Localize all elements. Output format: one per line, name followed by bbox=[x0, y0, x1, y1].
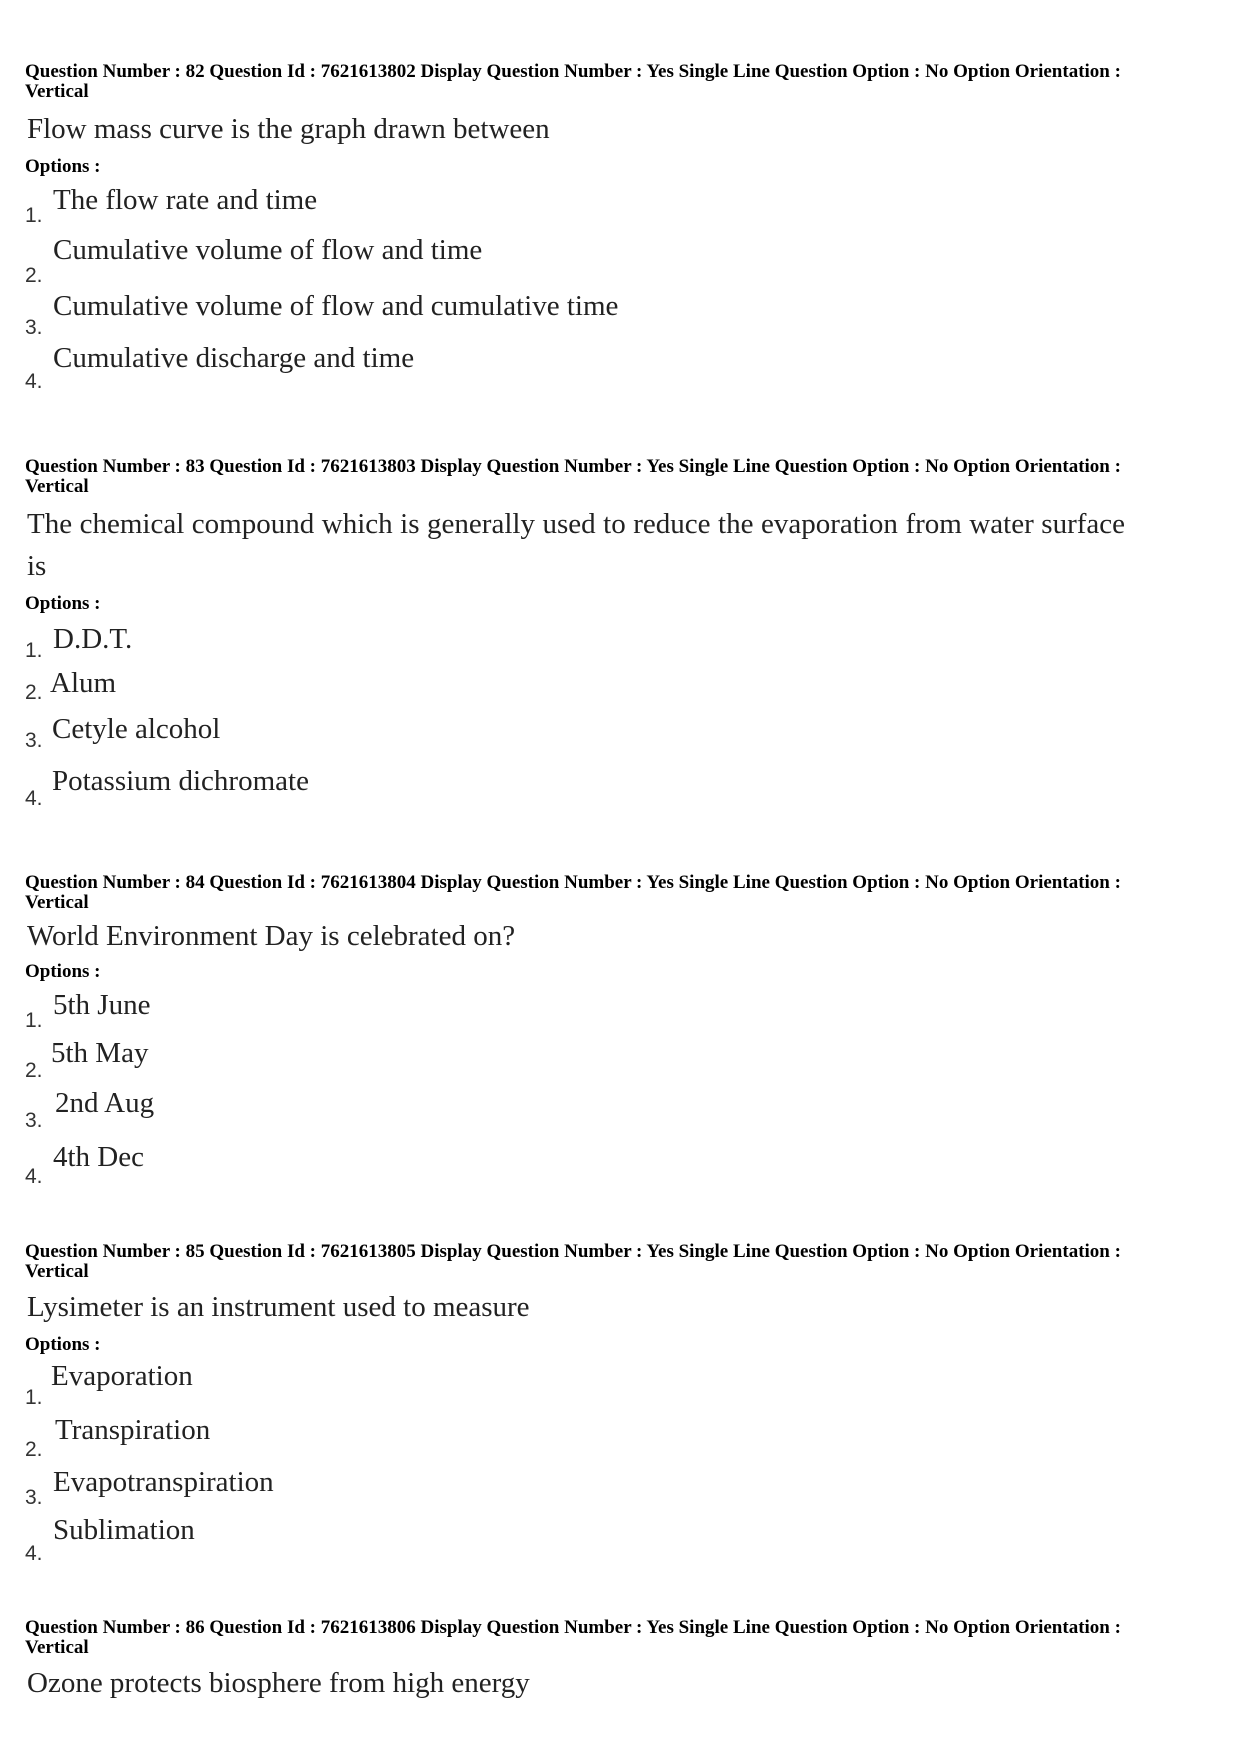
option-3[interactable] bbox=[25, 1466, 1145, 1514]
options-list bbox=[25, 1358, 1145, 1564]
option-text: 2nd Aug bbox=[55, 1087, 155, 1119]
option-number: 3. bbox=[25, 316, 43, 339]
question-meta: Question Number : 83 Question Id : 7621613803 Display Question Number : Yes Single Line Question Option : No Option Orientation : Vertical bbox=[25, 456, 1121, 497]
option-text: Cumulative volume of flow and cumulative time bbox=[53, 290, 619, 322]
question-meta: Question Number : 84 Question Id : 7621613804 Display Question Number : Yes Single Line Question Option : No Option Orientation : Vertical bbox=[25, 872, 1121, 913]
option-text: Potassium dichromate bbox=[52, 765, 309, 797]
option-4[interactable] bbox=[25, 1141, 1145, 1191]
option-4[interactable] bbox=[25, 765, 1145, 815]
question-text: Flow mass curve is the graph drawn between bbox=[27, 113, 550, 145]
question-83 bbox=[25, 457, 1145, 815]
option-3[interactable] bbox=[25, 713, 1145, 765]
option-number: 1. bbox=[25, 1386, 43, 1409]
option-2[interactable] bbox=[25, 1414, 1145, 1466]
option-number: 2. bbox=[25, 1059, 43, 1082]
option-2[interactable] bbox=[25, 667, 1145, 713]
option-number: 3. bbox=[25, 729, 43, 752]
option-text: Alum bbox=[50, 667, 117, 699]
option-number: 4. bbox=[25, 787, 43, 810]
option-4[interactable] bbox=[25, 340, 1145, 393]
option-number: 1. bbox=[25, 639, 43, 662]
option-2[interactable] bbox=[25, 1037, 1145, 1087]
option-1[interactable] bbox=[25, 182, 1145, 234]
options-label: Options : bbox=[25, 593, 101, 614]
option-number: 2. bbox=[25, 681, 43, 704]
question-text: World Environment Day is celebrated on? bbox=[27, 920, 516, 952]
option-3[interactable] bbox=[25, 288, 1145, 340]
options-label: Options : bbox=[25, 156, 101, 177]
question-84 bbox=[25, 873, 1145, 1191]
question-86 bbox=[25, 1618, 1145, 1704]
option-text: 5th June bbox=[53, 989, 151, 1021]
option-4[interactable] bbox=[25, 1514, 1145, 1564]
option-text: Cumulative discharge and time bbox=[53, 342, 415, 374]
question-meta: Question Number : 86 Question Id : 7621613806 Display Question Number : Yes Single Line Question Option : No Option Orientation : Vertical bbox=[25, 1617, 1121, 1658]
options-list bbox=[25, 621, 1145, 815]
option-number: 3. bbox=[25, 1486, 43, 1509]
option-text: Cumulative volume of flow and time bbox=[53, 234, 483, 266]
options-label: Options : bbox=[25, 1334, 101, 1355]
option-1[interactable] bbox=[25, 621, 1145, 667]
option-text: 4th Dec bbox=[53, 1141, 144, 1173]
question-meta: Question Number : 85 Question Id : 7621613805 Display Question Number : Yes Single Line Question Option : No Option Orientation : Vertical bbox=[25, 1241, 1121, 1282]
question-text: Ozone protects biosphere from high energy bbox=[27, 1667, 530, 1699]
question-text: The chemical compound which is generally used to reduce the evaporation from water surface is bbox=[27, 508, 1125, 582]
question-meta: Question Number : 82 Question Id : 7621613802 Display Question Number : Yes Single Line Question Option : No Option Orientation : Vertical bbox=[25, 61, 1121, 102]
option-text: Cetyle alcohol bbox=[52, 713, 221, 745]
option-number: 4. bbox=[25, 370, 43, 393]
question-85 bbox=[25, 1242, 1145, 1564]
option-text: Sublimation bbox=[53, 1514, 195, 1546]
question-82 bbox=[25, 61, 1145, 393]
option-1[interactable] bbox=[25, 987, 1145, 1037]
option-number: 1. bbox=[25, 1009, 43, 1032]
options-label: Options : bbox=[25, 961, 101, 982]
options-list bbox=[25, 987, 1145, 1191]
option-number: 2. bbox=[25, 264, 43, 287]
option-text: Evaporation bbox=[51, 1360, 193, 1392]
option-text: Evapotranspiration bbox=[53, 1466, 274, 1498]
option-2[interactable] bbox=[25, 234, 1145, 288]
option-1[interactable] bbox=[25, 1358, 1145, 1414]
option-text: Transpiration bbox=[55, 1414, 211, 1446]
option-text: The flow rate and time bbox=[53, 184, 318, 216]
option-text: D.D.T. bbox=[53, 623, 133, 655]
option-number: 4. bbox=[25, 1542, 43, 1565]
option-number: 2. bbox=[25, 1438, 43, 1461]
option-3[interactable] bbox=[25, 1087, 1145, 1141]
option-number: 1. bbox=[25, 204, 43, 227]
option-text: 5th May bbox=[51, 1037, 149, 1069]
options-list bbox=[25, 182, 1145, 393]
option-number: 4. bbox=[25, 1165, 43, 1188]
question-text: Lysimeter is an instrument used to measure bbox=[27, 1291, 530, 1323]
option-number: 3. bbox=[25, 1109, 43, 1132]
